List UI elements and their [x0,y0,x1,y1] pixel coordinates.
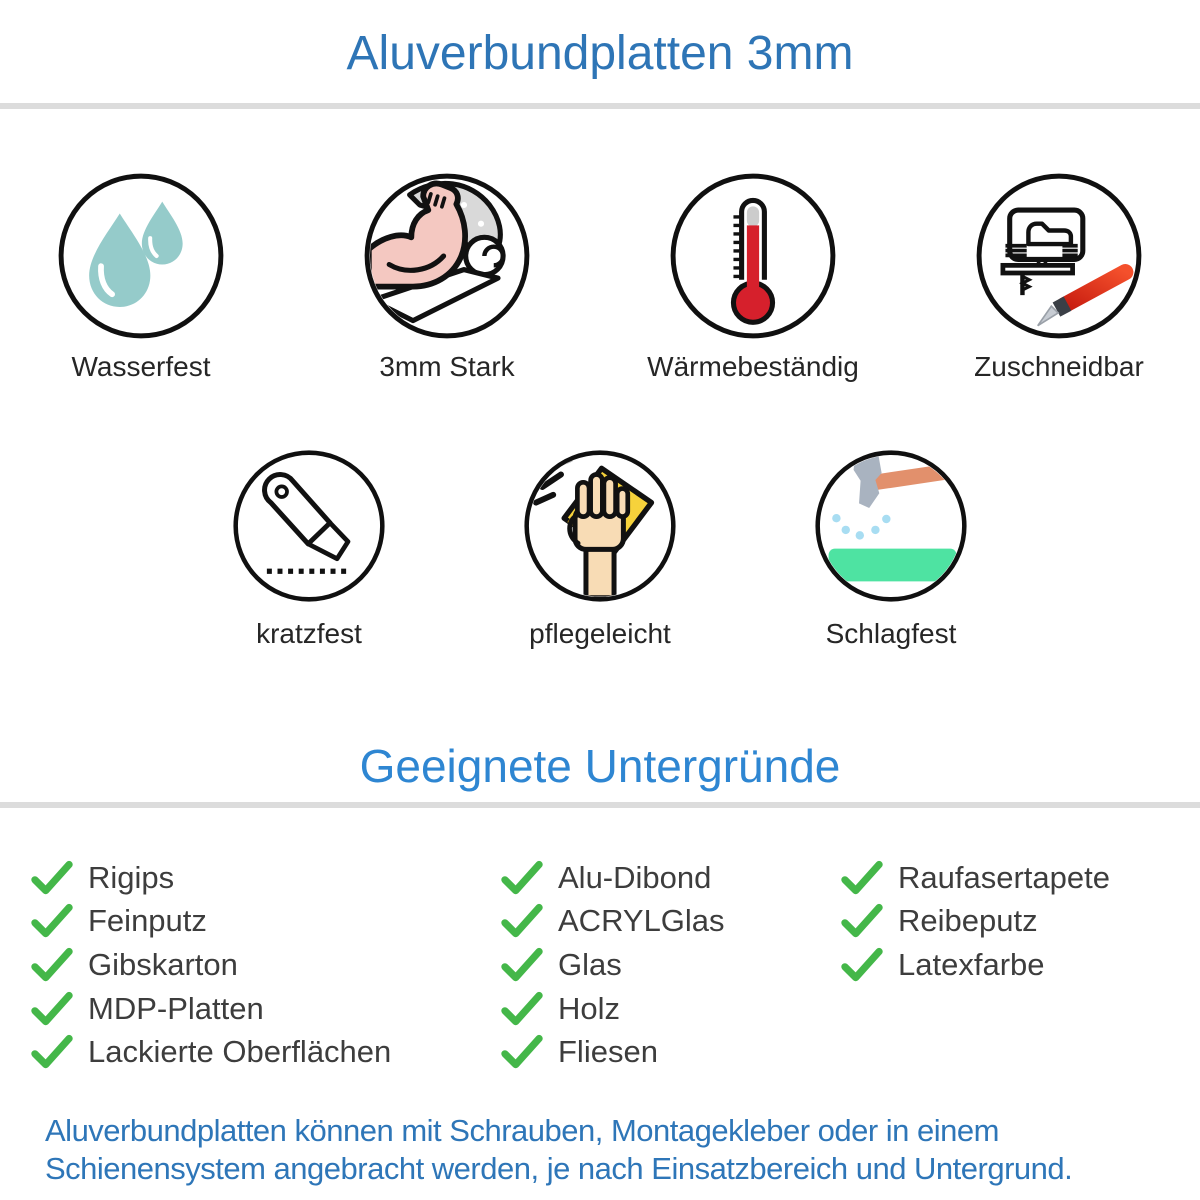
footer-note [0,1112,1200,1188]
feature-label: Wasserfest [71,351,211,382]
checkmark-icon [30,903,74,939]
list-item [500,856,840,900]
checkmark-icon [840,903,884,939]
flexed-arm-icon [362,171,532,341]
substrate-label: Feinputz [88,903,207,939]
feature-waermebestaendig [647,171,859,384]
feature-pflegeleicht [522,448,678,651]
list-item [840,943,1200,987]
checkmark-icon [30,991,74,1027]
list-item [500,943,840,987]
checkmark-icon [500,1034,544,1070]
checkmark-icon [30,1034,74,1070]
substrate-label: Rigips [88,859,175,895]
substrate-label: Gibskarton [88,946,238,982]
list-item [30,987,500,1031]
substrate-label: ACRYLGlas [558,903,725,939]
substrates-column-2 [500,856,840,1074]
checkmark-icon [840,947,884,983]
substrate-label: Alu-Dibond [558,859,712,895]
substrate-label: Fliesen [558,1034,658,1070]
feature-label: Zuschneidbar [974,351,1144,382]
feature-row-2 [0,448,1200,651]
substrate-label: Lackierte Oberflächen [88,1034,392,1070]
feature-label: kratzfest [256,618,362,649]
checkmark-icon [500,860,544,896]
substrates-column-1 [30,856,500,1074]
feature-row-1 [0,171,1200,384]
checkmark-icon [30,860,74,896]
checkmark-icon [840,860,884,896]
water-drops-icon [56,171,226,341]
substrate-label: Reibeputz [898,903,1038,939]
feature-kratzfest [231,448,387,651]
substrate-label: MDP-Platten [88,990,264,1026]
divider [0,802,1200,808]
section-title: Geeignete Untergründe [359,740,841,792]
checkmark-icon [30,947,74,983]
feature-label: Schlagfest [825,618,957,649]
checkmark-icon [500,991,544,1027]
feature-label: 3mm Stark [379,351,515,382]
substrates-list [0,856,1200,1074]
divider [0,103,1200,109]
footer-line-1: Aluverbundplatten können mit Schrauben, Montagekleber oder in einem [45,1112,999,1148]
substrate-label: Latexfarbe [898,946,1045,982]
substrate-label: Holz [558,990,621,1026]
page-title: Aluverbundplatten 3mm [346,27,854,80]
checkmark-icon [500,947,544,983]
thermometer-icon [668,171,838,341]
substrate-label: Raufasertapete [898,859,1110,895]
list-item [500,1030,840,1074]
footer-line-2: Schienensystem angebracht werden, je nach Einsatzbereich und Untergrund. [45,1150,1073,1186]
feature-label: Wärmebeständig [647,351,859,382]
list-item [30,900,500,944]
list-item [30,856,500,900]
list-item [30,943,500,987]
substrate-label: Glas [558,946,622,982]
list-item [30,1030,500,1074]
checkmark-icon [500,903,544,939]
feature-wasserfest [56,171,226,384]
list-item [500,900,840,944]
list-item [840,856,1200,900]
list-item [500,987,840,1031]
utility-knife-icon [231,448,387,604]
feature-3mm-stark [362,171,532,384]
feature-label: pflegeleicht [529,618,671,649]
substrates-column-3 [840,856,1200,1074]
hammer-icon [813,448,969,604]
feature-zuschneidbar [974,171,1144,384]
jigsaw-cutter-icon [974,171,1144,341]
wiping-hand-icon [522,448,678,604]
list-item [840,900,1200,944]
feature-schlagfest [813,448,969,651]
